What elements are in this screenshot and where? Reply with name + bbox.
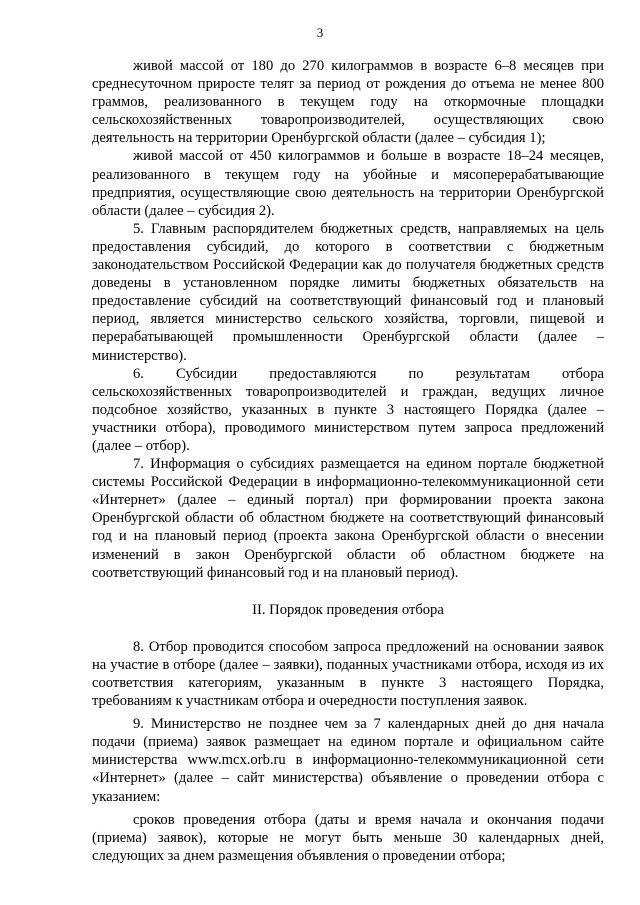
paragraph-item-5: 5. Главным распорядителем бюджетных средств, направляемых на цель предоставления субсидий, до которого в соответствии с бюджетным законодательством Российской Федерации как до получателя бюджетных средств доведены в установленном порядке лимиты бюджетных обязательств на предоставление субсидий на соответствующий финансовый год и плановый период, является министерство сельского хозяйства, торговли, пищевой и перерабатывающей промышленности Оренбургской области (далее – министерство). — [92, 220, 604, 364]
paragraph-deadlines: сроков проведения отбора (даты и время начала и окончания подачи (приема) заявок), которые не могут быть меньше 30 календарных дней, следующих за днем размещения объявления о проведении отбора; — [92, 811, 604, 864]
paragraph-item-6: 6. Субсидии предоставляются по результатам отбора сельскохозяйственных товаропроизводителей и граждан, ведущих личное подсобное хозяйство, указанных в пункте 3 настоящего Порядка (далее – участники отбора), проводимого министерством путем запроса предложений (далее – отбор). — [92, 365, 604, 454]
page-number: 3 — [316, 25, 324, 40]
document-body — [92, 57, 604, 865]
paragraph-subsidy-2: живой массой от 450 килограммов и больше в возрасте 18–24 месяцев, реализованного в текущем году на убойные и мясоперерабатывающие предприятия, осуществляющие свою деятельность на территории Оренбургской области (далее – субсидия 2). — [92, 148, 604, 219]
paragraph-item-7: 7. Информация о субсидиях размещается на едином портале бюджетной системы Российской Федерации в информационно-телекоммуникационной сети «Интернет» (далее – единый портал) при формировании проекта закона Оренбургской области об областном бюджете на соответствующий финансовый год и на плановый период (проекта закона Оренбургской области о внесении изменений в закон Оренбургской области об областном бюджете на соответствующий финансовый год и на плановый период). — [92, 456, 604, 581]
section-heading: II. Порядок проведения отбора — [252, 601, 444, 618]
paragraph-subsidy-1: живой массой от 180 до 270 килограммов в возрасте 6–8 месяцев при среднесуточном приросте телят за период от рождения до отъема не менее 800 граммов, реализованного в текущем году на откормочные площадки сельскохозяйственных товаропроизводителей, осуществляющих свою деятельность на территории Оренбургской области (далее – субсидия 1); — [92, 58, 604, 147]
paragraph-item-8: 8. Отбор проводится способом запроса предложений на основании заявок на участие в отборе (далее – заявки), поданных участниками отбора, исходя из их соответствия категориям, указанным в пункте 3 настоящего Порядка, требованиям к участникам отбора и очередности поступления заявок. — [92, 638, 604, 710]
paragraph-item-9: 9. Министерство не позднее чем за 7 календарных дней до дня начала подачи (приема) заявок размещает на едином портале и официальном сайте министерства www.mcx.orb.ru в информационно-телекоммуникационной сети «Интернет» (далее – сайт министерства) объявление о проведении отбора с указанием: — [92, 716, 604, 805]
